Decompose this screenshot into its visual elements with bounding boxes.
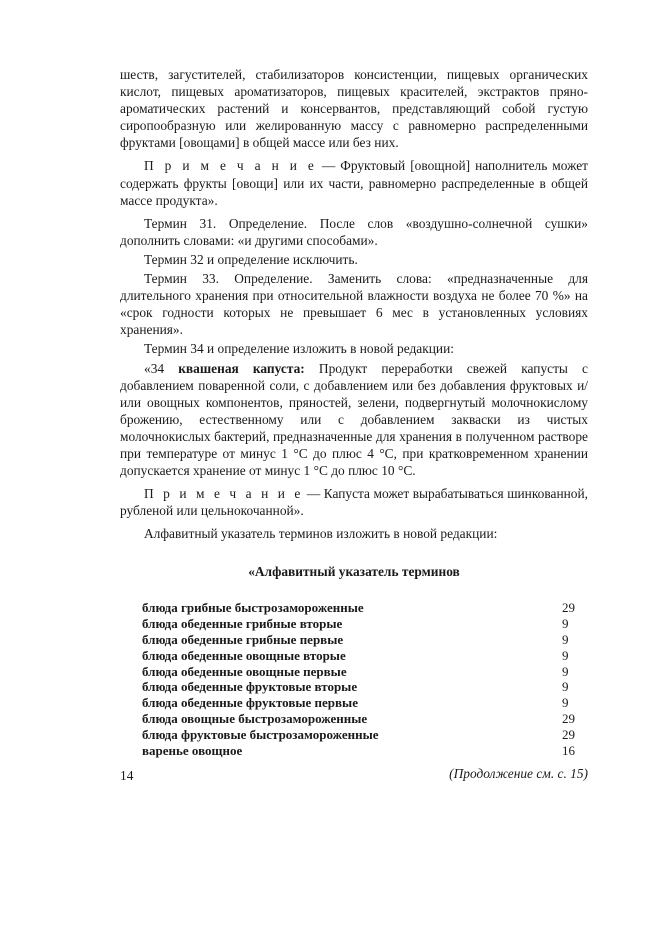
index-term: блюда обеденные овощные вторые	[142, 647, 346, 663]
index-page: 29	[562, 600, 575, 616]
paragraph-term-33: Термин 33. Определение. Заменить слова: «предназначенные для длительного хранения при относительной влажности воздуха не более 70 %» на «срок годности которых не превышает 6 мес в установленных условиях хранения».	[120, 271, 588, 338]
index-page: 29	[562, 711, 575, 727]
index-page: 9	[562, 679, 569, 695]
index-row	[142, 648, 602, 664]
index-page: 29	[562, 726, 575, 742]
index-title: «Алфавитный указатель терминов	[248, 564, 460, 580]
note-paragraph-1	[120, 157, 588, 208]
note-paragraph-2	[120, 485, 588, 519]
index-term: блюда обеденные грибные первые	[142, 632, 344, 648]
term-name: квашеная капуста:	[178, 360, 305, 376]
index-row	[142, 616, 602, 632]
index-term: варенье овощное	[142, 742, 243, 758]
paragraph-term-34-intro: Термин 34 и определение изложить в новой редакции:	[144, 341, 454, 357]
index-page: 9	[562, 647, 569, 663]
index-row	[142, 664, 602, 680]
page-number: 14	[120, 768, 134, 783]
index-term: блюда обеденные фруктовые вторые	[142, 679, 358, 695]
term-definition: Продукт переработки свежей капусты с добавлением поваренной соли, с добавлением или без добавления фруктовых и/или овощных компонентов, пряностей, зелени, подвергнутый молочнокислому брожению, естественному или с добавлением закваски из чистых молочнокислых бактерий, предназначенные для хранения в полученном растворе при температуре от минус 1 °С до плюс 4 °С, при кратковременном хранении допускается хранение от минус 1 °С до плюс 10 °С.	[120, 360, 588, 479]
index-row	[142, 632, 602, 648]
index-term: блюда фруктовые быстрозамороженные	[142, 726, 379, 742]
document-body	[120, 66, 588, 782]
continuation-note: (Продолжение см. с. 15)	[449, 766, 588, 782]
index-row	[142, 600, 602, 616]
index-row	[142, 695, 602, 711]
index-term: блюда обеденные грибные вторые	[142, 616, 343, 632]
index-row	[142, 711, 602, 727]
index-term: блюда обеденные фруктовые первые	[142, 695, 358, 711]
index-term: блюда обеденные овощные первые	[142, 663, 347, 679]
index-page: 9	[562, 616, 569, 632]
index-page: 9	[562, 663, 569, 679]
paragraph-term-31: Термин 31. Определение. После слов «воздушно-солнечной сушки» дополнить словами: «и другими способами».	[120, 215, 588, 248]
note-text: — Фруктовый [овощной] наполнитель может содержать фрукты [овощи] или их части, равномерно распределенные в общей массе продукта».	[120, 158, 588, 208]
index-term: блюда грибные быстрозамороженные	[142, 600, 364, 616]
note-label: П р и м е ч а н и е	[144, 158, 317, 174]
index-row	[142, 727, 602, 743]
paragraph-index-intro: Алфавитный указатель терминов изложить в новой редакции:	[144, 526, 498, 542]
note-text: — Капуста может вырабатываться шинкованной, рубленой или цельнокочанной».	[120, 486, 589, 519]
index-row	[142, 679, 602, 695]
index-term: блюда овощные быстрозамороженные	[142, 711, 368, 727]
paragraph-term-32: Термин 32 и определение исключить.	[144, 251, 358, 267]
index-list	[142, 600, 602, 758]
index-page: 16	[562, 742, 575, 758]
term-prefix: «34	[144, 360, 179, 376]
index-row	[142, 743, 602, 759]
paragraph-term-34-definition	[120, 360, 588, 480]
index-page: 9	[562, 632, 569, 648]
note-label: П р и м е ч а н и е	[144, 486, 304, 502]
paragraph-intro: шеств, загустителей, стабилизаторов консистенции, пищевых органических кислот, пищевых ароматизаторов, пищевых красителей, экстрактов пряно-ароматических растений и консервантов, представляющий собой густую сиропообразную или желированную массу с равномерно распределенными фруктами [овощами] в общей массе или без них.	[120, 67, 588, 151]
index-page: 9	[562, 695, 569, 711]
